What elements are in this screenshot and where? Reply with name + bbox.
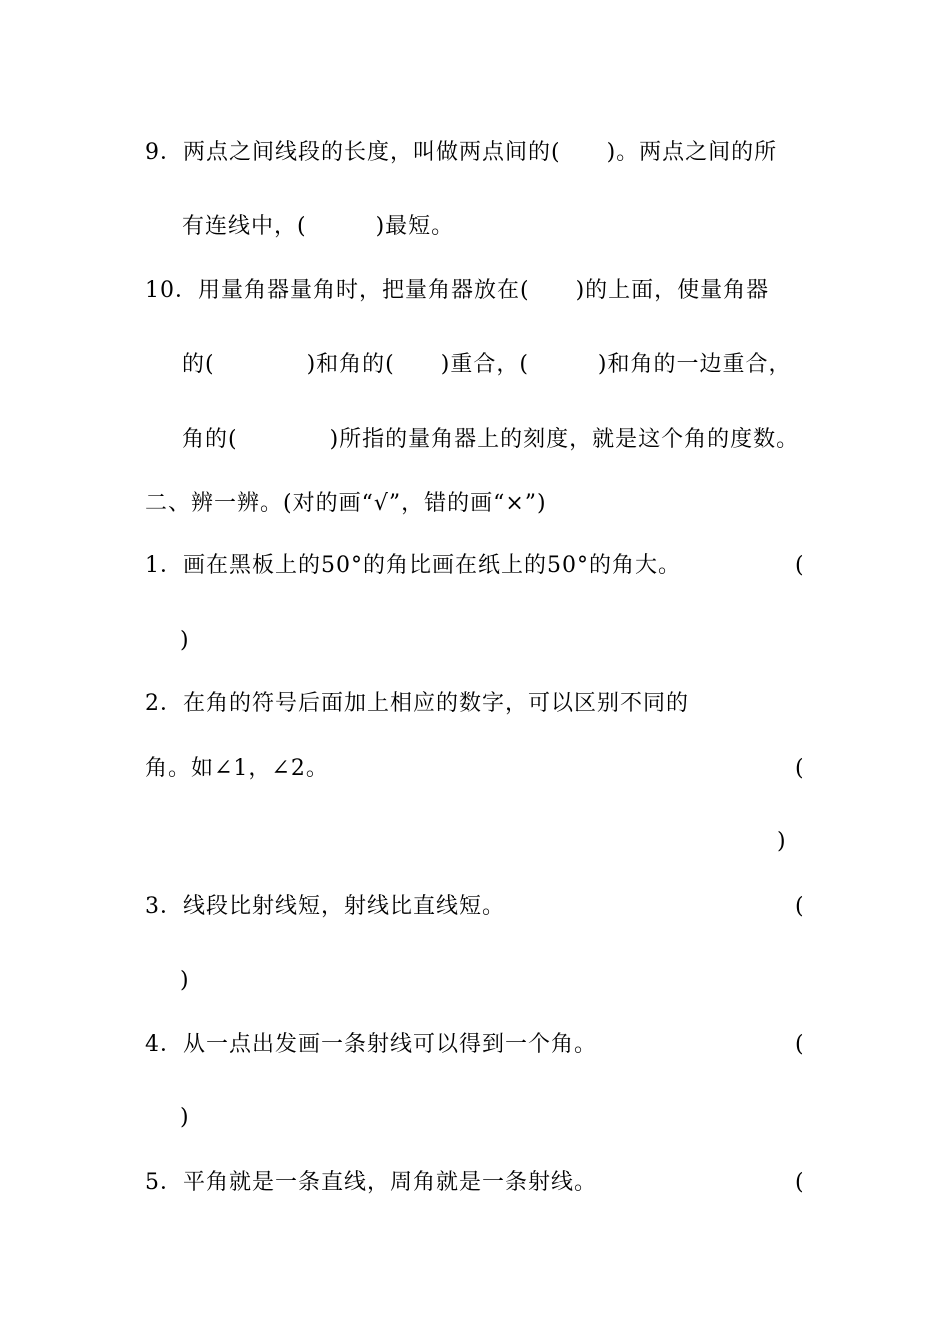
judge-item-1-open-paren: ( bbox=[795, 553, 805, 578]
judge-item-3-close-paren: ) bbox=[180, 968, 190, 993]
question-9-line-1: 9．两点之间线段的长度，叫做两点间的( )。两点之间的所 bbox=[145, 140, 778, 165]
judge-item-4-close-paren: ) bbox=[180, 1105, 190, 1130]
question-9-line-2: 有连线中，( )最短。 bbox=[182, 214, 455, 239]
question-10-line-2: 的( )和角的( )重合，( )和角的一边重合， bbox=[182, 352, 792, 377]
judge-item-1-close-paren: ) bbox=[180, 628, 190, 653]
judge-item-1-text: 1．画在黑板上的50°的角比画在纸上的50°的角大。 bbox=[145, 553, 681, 578]
judge-item-3-open-paren: ( bbox=[795, 894, 805, 919]
judge-item-2-text: 2．在角的符号后面加上相应的数字，可以区别不同的 bbox=[145, 691, 689, 716]
judge-item-5-text: 5．平角就是一条直线，周角就是一条射线。 bbox=[145, 1170, 597, 1195]
section-2-heading: 二、辨一辨。(对的画“√”，错的画“×”) bbox=[145, 491, 547, 516]
judge-item-3-text: 3．线段比射线短，射线比直线短。 bbox=[145, 894, 505, 919]
judge-item-2-close-paren: ) bbox=[777, 829, 787, 854]
judge-item-4-open-paren: ( bbox=[795, 1032, 805, 1057]
question-10-line-3: 角的( )所指的量角器上的刻度，就是这个角的度数。 bbox=[182, 427, 800, 452]
judge-item-2-open-paren: ( bbox=[795, 756, 805, 781]
judge-item-4-text: 4．从一点出发画一条射线可以得到一个角。 bbox=[145, 1032, 597, 1057]
question-10-line-1: 10．用量角器量角时，把量角器放在( )的上面，使量角器 bbox=[145, 278, 770, 303]
judge-item-2-text-cont: 角。如∠1，∠2。 bbox=[145, 756, 329, 781]
judge-item-5-open-paren: ( bbox=[795, 1170, 805, 1195]
